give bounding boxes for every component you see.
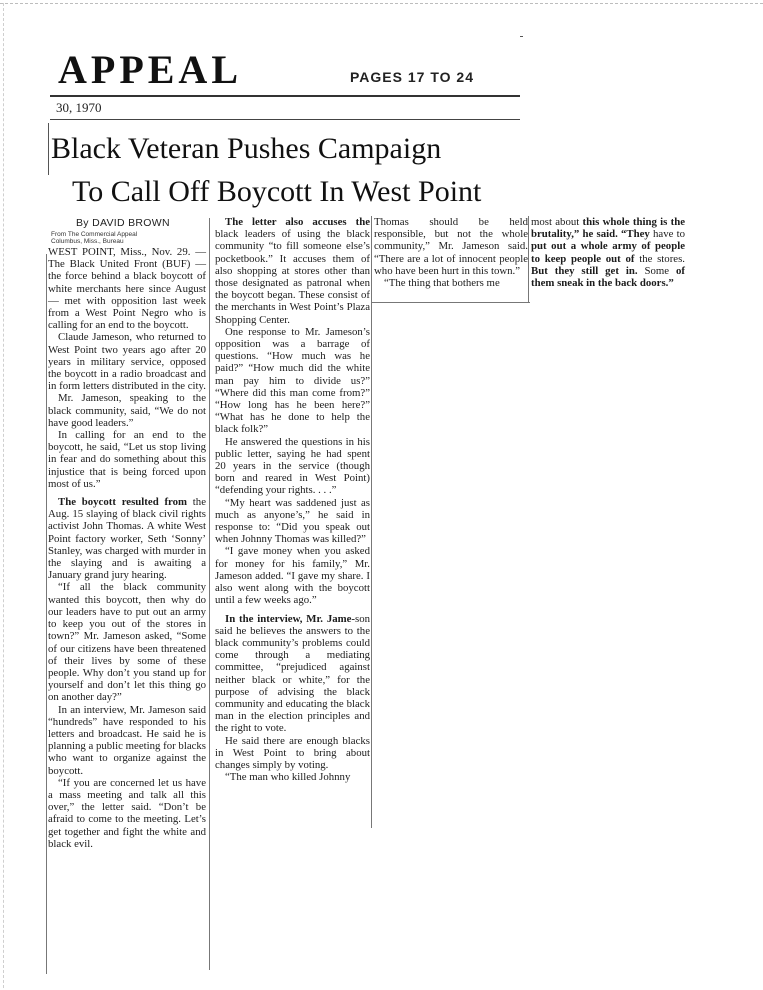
- paragraph: [215, 216, 370, 326]
- paragraph: Claude Jameson, who returned to West Point two years ago after 20 years in military service, opposed the boycott in a radio broadcast and in form letters distributed in the city.: [48, 331, 206, 393]
- article-column-2: [215, 216, 370, 783]
- paragraph: [48, 496, 206, 581]
- clipping-mark: [48, 123, 49, 175]
- column-end-rule: [372, 302, 530, 303]
- clipping-top-border: [0, 3, 763, 4]
- paragraph-text: son said he believes the answers to the black community’s problems could come through a mediating committee, “prejudiced against neither black or white,” for the purpose of advising the black community and educating the black man in the election principles and the right to vote.: [215, 612, 370, 735]
- paragraph: “I gave money when you asked for money for his family,” Mr. Jameson added. “I gave my share. I also went along with the boycott until a few weeks ago.”: [215, 545, 370, 607]
- article-column-1: [48, 246, 206, 850]
- paragraph: “The man who killed Johnny: [225, 771, 351, 784]
- section-masthead: APPEAL: [58, 47, 242, 92]
- paragraph: “If all the black community wanted this boycott, then why do our leaders have to put out an army to keep you out of the stores in town?” Mr. Jameson asked, “Some of our citizens have been threatened of their lives by some of these people. Why don’t you stand up for yourself and don’t let this thing go on another day?”: [48, 581, 206, 704]
- paragraph-text: Some: [637, 264, 676, 277]
- date-rule: [50, 119, 520, 120]
- headline-line-1: Black Veteran Pushes Campaign: [51, 132, 442, 165]
- article-column-4: [531, 216, 685, 289]
- paragraph-text: the Aug. 15 slaying of black civil rights activist John Thomas. A white West Point factory worker, Seth ‘Sonny’ Stanley, was charged with murder in the slaying and is awaiting a January grand jury hearing.: [48, 496, 206, 582]
- paragraph: In calling for an end to the boycott, he said, “Let us stop living in fear and do something about this injustice that is being forced upon most of us.”: [48, 429, 206, 490]
- paragraph-text: most about: [531, 216, 583, 228]
- lead-in-bold: In the interview, Mr. Jame-: [225, 612, 355, 625]
- paragraph: He said there are enough blacks in West Point to bring about changes simply by voting.: [215, 734, 370, 771]
- paragraph-text: black leaders of using the black community “to fill someone else’s pocketbook.” It accuses them of also shopping at stores other than those designated as patronal when the boycott began. These consist of the merchants in West Point’s Plaza Shopping Center.: [215, 228, 370, 326]
- bureau-credit-line-2: Columbus, Miss., Bureau: [51, 238, 124, 245]
- paragraph-text: the stores.: [634, 252, 685, 265]
- bureau-credit-line-1: From The Commercial Appeal: [51, 231, 138, 238]
- paragraph: One response to Mr. Jameson’s opposition was a barrage of questions. “How much was he paid?” “How much did the white man pay him to divide us?” “Where did this man come from?” “How long has he been here?” “What has he done to help the black folk?”: [215, 325, 370, 436]
- paragraph: Thomas should be held responsible, but not the whole community,” Mr. Jameson said. “There are a lot of innocent people who have been hurt in this town.”: [374, 216, 528, 277]
- column-rule-1: [209, 218, 210, 970]
- masthead-rule: [50, 95, 520, 97]
- paragraph: In an interview, Mr. Jameson said “hundreds” have responded to his letters and broadcast. He said he is planning a public meeting for blacks who want to organize against the boycott.: [48, 703, 207, 777]
- lead-in-bold: The letter also accuses the: [225, 216, 370, 228]
- paragraph: “The thing that bothers me: [384, 277, 500, 290]
- bold-text: this whole thing is the brutality,” he said. “They: [531, 216, 685, 241]
- headline-line-2: To Call Off Boycott In West Point: [72, 175, 482, 208]
- bold-text: of them sneak in the back doors.”: [531, 264, 685, 290]
- issue-date: 30, 1970: [56, 100, 102, 115]
- bold-text: But they still get in.: [531, 264, 638, 277]
- article-column-3: [374, 216, 528, 289]
- paragraph-text: have to: [649, 228, 685, 241]
- bold-text: put out a whole army of people to keep people out of: [531, 240, 685, 265]
- paragraph: “If you are concerned let us have a mass meeting and talk all this over,” the letter said. “Don’t be afraid to come to the meeting. Let’s get together and fight the white and black evil.: [48, 776, 206, 850]
- column-rule-2: [371, 216, 372, 828]
- paragraph: He answered the questions in his public letter, saying he had spent 20 years in the service (though born and reared in West Point) “defending your rights. . . .”: [215, 435, 370, 497]
- byline: By DAVID BROWN: [76, 217, 170, 229]
- column-rule-3: [528, 216, 529, 302]
- paragraph: Mr. Jameson, speaking to the black community, said, “We do not have good leaders.”: [48, 392, 206, 429]
- lead-in-bold: The boycott resulted from: [58, 496, 188, 509]
- paragraph: [531, 216, 685, 289]
- clipping-left-border: [3, 3, 4, 988]
- paragraph: [215, 613, 370, 735]
- page-range: PAGES 17 TO 24: [350, 69, 474, 85]
- paragraph: “My heart was saddened just as much as anyone’s,” he said in response to: “Did you speak out when Johnny Thomas was killed?”: [215, 496, 370, 546]
- paragraph: WEST POINT, Miss., Nov. 29. — The Black United Front (BUF) — the force behind a black boycott of white merchants here since August — met with opposition last week from a West Point Negro who is calling for an end to the boycott.: [48, 246, 206, 332]
- column-rule-left: [46, 254, 47, 974]
- scan-speck: [520, 36, 523, 37]
- bureau-credit: [51, 231, 137, 245]
